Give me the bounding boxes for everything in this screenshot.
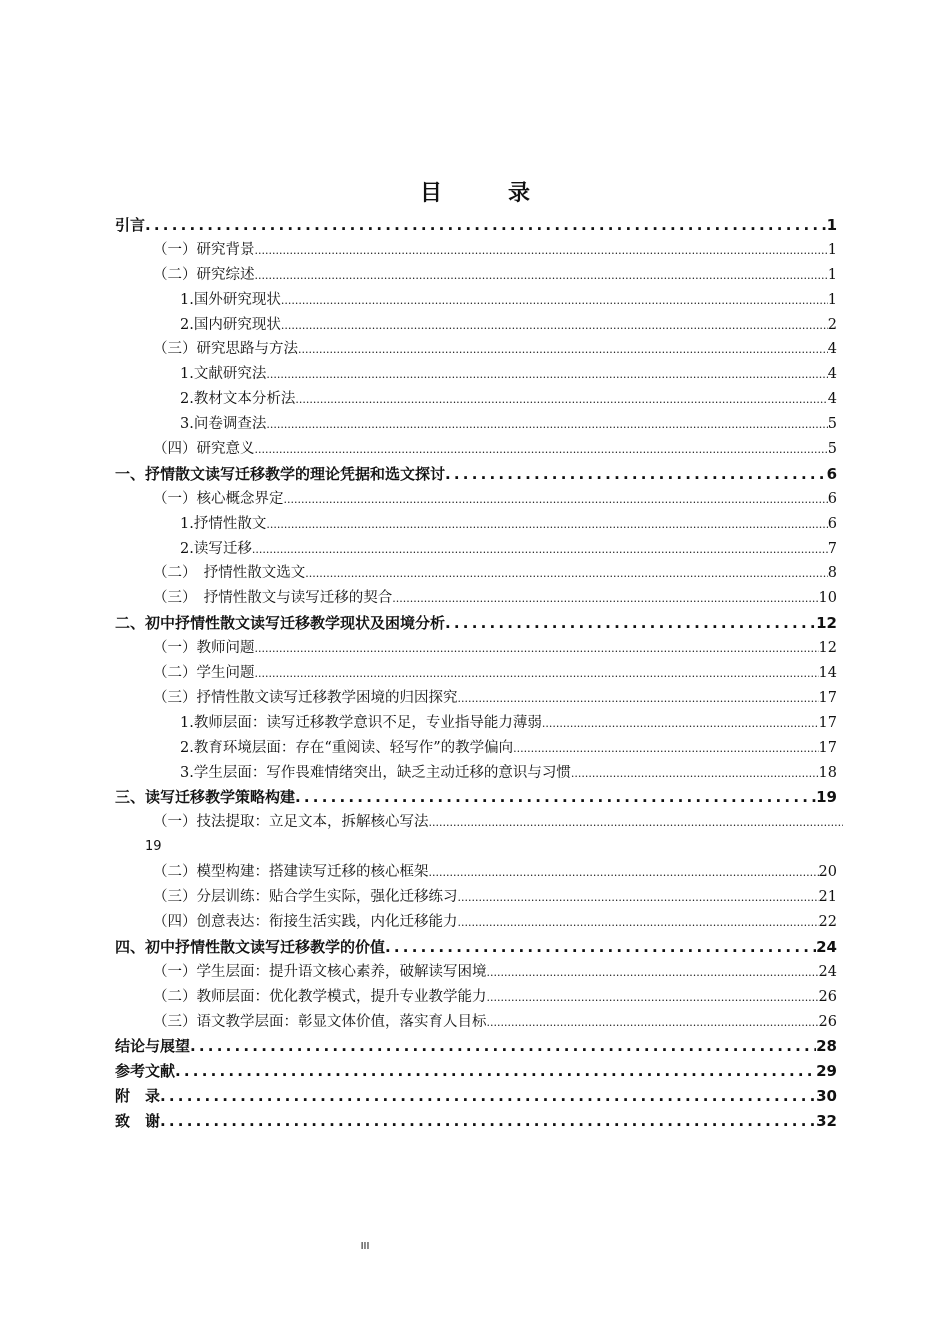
toc-title: 目 录	[419, 181, 552, 206]
toc-entry-page: 1	[827, 291, 837, 308]
toc-entry-title: 1.抒情性散文	[180, 515, 267, 532]
toc-entry-page: 4	[827, 366, 837, 383]
toc-entry-page: 5	[827, 441, 837, 458]
toc-entry-title: 2.国内研究现状	[180, 316, 281, 333]
toc-entry-page: 14	[818, 665, 837, 682]
toc-entry-page: 12	[818, 640, 837, 657]
toc-entry[interactable]	[115, 263, 837, 288]
toc-entry-title: （四）创意表达：衔接生活实践，内化迁移能力	[153, 913, 458, 930]
toc-entry[interactable]	[115, 337, 837, 362]
toc-leader-dots	[175, 1059, 816, 1084]
toc-entry[interactable]	[115, 313, 837, 338]
toc-leader-dots	[255, 662, 819, 687]
toc-entry[interactable]	[115, 810, 837, 860]
toc-entry-page: 1	[827, 266, 837, 283]
toc-entry-page: 6	[827, 515, 837, 532]
toc-leader-dots	[385, 935, 816, 960]
toc-entry[interactable]	[115, 1010, 837, 1035]
toc-leader-dots	[298, 338, 828, 363]
toc-entry-page: 4	[827, 391, 837, 408]
toc-entry-page: 26	[818, 988, 837, 1005]
toc-entry[interactable]	[115, 362, 837, 387]
toc-entry-page: 10	[818, 590, 837, 607]
toc-entry-title: （四）研究意义	[153, 441, 255, 458]
toc-leader-dots	[305, 562, 828, 587]
toc-entry-title: （二）教师层面：优化教学模式，提升专业教学能力	[153, 988, 487, 1005]
toc-entry-page: 6	[827, 490, 837, 507]
toc-entry[interactable]	[115, 860, 837, 885]
toc-entry[interactable]	[115, 686, 837, 711]
toc-leader-dots	[487, 986, 819, 1011]
toc-leader-dots	[160, 1084, 816, 1109]
toc-entry-title: 引言	[115, 216, 146, 234]
toc-entry-page: 17	[818, 689, 837, 706]
toc-entry[interactable]	[115, 661, 837, 686]
toc-entry-title: 3.学生层面：写作畏难情绪突出，缺乏主动迁移的意识与习惯	[180, 764, 571, 781]
toc-leader-dots	[145, 213, 827, 238]
toc-leader-dots	[255, 239, 828, 264]
toc-entry-page: 24	[816, 937, 837, 956]
toc-entry-page: 12	[816, 614, 837, 633]
toc-entry-title: 参考文献	[115, 1062, 176, 1081]
toc-leader-dots	[571, 762, 819, 787]
toc-leader-dots	[295, 388, 827, 413]
toc-entry-page: 20	[818, 864, 837, 881]
toc-entry[interactable]	[115, 387, 837, 412]
toc-entry-title: 三、读写迁移教学策略构建	[115, 788, 296, 807]
toc-entry[interactable]	[115, 512, 837, 537]
toc-entry-title: 2.读写迁移	[180, 540, 252, 557]
toc-entry[interactable]	[115, 437, 837, 462]
table-of-contents	[115, 213, 837, 1134]
toc-entry-page: 6	[826, 464, 837, 483]
toc-entry[interactable]	[115, 1059, 837, 1084]
toc-entry-title: （一）技法提取：立足文本，拆解核心写法	[153, 814, 429, 831]
toc-entry[interactable]	[115, 636, 837, 661]
toc-leader-dots	[281, 314, 828, 339]
toc-entry[interactable]	[115, 1034, 837, 1059]
toc-leader-dots	[252, 538, 828, 563]
toc-entry-title: 附 录	[115, 1087, 161, 1106]
toc-leader-dots	[284, 488, 828, 513]
toc-leader-dots	[190, 1034, 816, 1059]
toc-entry-title: （二） 抒情性散文选文	[153, 565, 306, 582]
toc-entry-page: 21	[818, 889, 837, 906]
toc-entry[interactable]	[115, 238, 837, 263]
toc-entry[interactable]	[115, 960, 837, 985]
toc-entry[interactable]	[115, 985, 837, 1010]
toc-entry[interactable]	[115, 1109, 837, 1134]
toc-entry-title: 3.问卷调查法	[180, 416, 267, 433]
toc-entry-page: 17	[818, 739, 837, 756]
toc-leader-dots	[542, 712, 819, 737]
toc-entry-title: 1.文献研究法	[180, 366, 267, 383]
toc-entry-title: 2.教材文本分析法	[180, 391, 296, 408]
toc-leader-dots	[295, 785, 816, 810]
toc-leader-dots	[445, 611, 816, 636]
toc-entry[interactable]	[115, 885, 837, 910]
toc-entry-page: 18	[818, 764, 837, 781]
toc-entry[interactable]	[115, 910, 837, 935]
toc-entry-title: 一、抒情散文读写迁移教学的理论凭据和选文探讨	[115, 464, 446, 483]
toc-entry-page: 7	[827, 540, 837, 557]
toc-leader-dots	[266, 413, 827, 438]
page-number: III	[360, 1241, 370, 1252]
toc-entry-title: （三）语文教学层面：彰显文体价值，落实育人目标	[153, 1013, 487, 1030]
toc-entry-page: 29	[816, 1062, 837, 1081]
toc-entry-page: 19	[145, 839, 162, 855]
toc-entry-title: （一）核心概念界定	[153, 490, 284, 507]
toc-entry-page: 17	[818, 714, 837, 731]
toc-entry-page: 8	[827, 565, 837, 582]
toc-entry[interactable]	[115, 761, 837, 786]
toc-leader-dots	[266, 363, 827, 388]
toc-entry-title: （一）学生层面：提升语文核心素养，破解读写困境	[153, 963, 487, 980]
toc-entry[interactable]	[115, 711, 837, 736]
toc-entry[interactable]	[115, 1084, 837, 1109]
toc-leader-dots	[392, 587, 818, 612]
toc-entry-page: 32	[816, 1112, 837, 1131]
toc-entry-page: 5	[827, 416, 837, 433]
toc-entry[interactable]	[115, 487, 837, 512]
toc-entry-title: 致 谢	[115, 1112, 161, 1131]
toc-leader-dots	[255, 637, 819, 662]
toc-entry[interactable]	[115, 586, 837, 611]
toc-leader-dots	[429, 811, 844, 836]
toc-leader-dots	[445, 462, 827, 487]
toc-entry-title: 1.教师层面：读写迁移教学意识不足，专业指导能力薄弱	[180, 714, 542, 731]
toc-entry[interactable]	[115, 935, 837, 960]
toc-entry[interactable]	[115, 611, 837, 636]
toc-entry-title: 四、初中抒情性散文读写迁移教学的价值	[115, 937, 386, 956]
toc-entry[interactable]	[115, 462, 837, 487]
toc-entry-page: 28	[816, 1037, 837, 1056]
toc-leader-dots	[487, 1011, 819, 1036]
toc-entry-page: 1	[827, 241, 837, 258]
toc-entry-page: 4	[827, 341, 837, 358]
toc-entry-title: （三）抒情性散文读写迁移教学困境的归因探究	[153, 689, 458, 706]
toc-leader-dots	[266, 513, 827, 538]
toc-entry[interactable]	[115, 561, 837, 586]
toc-entry-page: 24	[818, 963, 837, 980]
toc-entry[interactable]	[115, 213, 837, 238]
toc-leader-dots	[255, 438, 828, 463]
toc-entry[interactable]	[115, 537, 837, 562]
toc-entry-title: （一）教师问题	[153, 640, 255, 657]
toc-entry-page: 22	[818, 913, 837, 930]
toc-entry-title: （二）模型构建：搭建读写迁移的核心框架	[153, 864, 429, 881]
toc-entry-title: 结论与展望	[115, 1037, 191, 1056]
toc-leader-dots	[487, 961, 819, 986]
toc-entry-title: （一）研究背景	[153, 241, 255, 258]
toc-entry[interactable]	[115, 736, 837, 761]
toc-entry-title: （二）学生问题	[153, 665, 255, 682]
toc-entry-page: 30	[816, 1087, 837, 1106]
toc-entry-page: 1	[826, 216, 837, 234]
toc-leader-dots	[458, 886, 819, 911]
toc-entry-title: 2.教育环境层面：存在“重阅读、轻写作”的教学偏向	[180, 739, 514, 756]
toc-entry[interactable]	[115, 785, 837, 810]
toc-entry-title: 1.国外研究现状	[180, 291, 281, 308]
toc-entry-title: （三）分层训练：贴合学生实际，强化迁移练习	[153, 889, 458, 906]
toc-entry-title: （三） 抒情性散文与读写迁移的契合	[153, 590, 393, 607]
toc-leader-dots	[458, 911, 819, 936]
toc-leader-dots	[281, 289, 828, 314]
toc-entry-title: （三）研究思路与方法	[153, 341, 298, 358]
toc-leader-dots	[255, 264, 828, 289]
toc-entry-title: （二）研究综述	[153, 266, 255, 283]
toc-entry[interactable]	[115, 288, 837, 313]
toc-entry[interactable]	[115, 412, 837, 437]
toc-leader-dots	[513, 737, 818, 762]
toc-leader-dots	[160, 1109, 816, 1134]
toc-leader-dots	[458, 687, 819, 712]
toc-entry-page: 19	[816, 788, 837, 807]
toc-entry-page: 2	[827, 316, 837, 333]
toc-entry-title: 二、初中抒情性散文读写迁移教学现状及困境分析	[115, 614, 446, 633]
toc-leader-dots	[429, 861, 819, 886]
toc-entry-page: 26	[818, 1013, 837, 1030]
